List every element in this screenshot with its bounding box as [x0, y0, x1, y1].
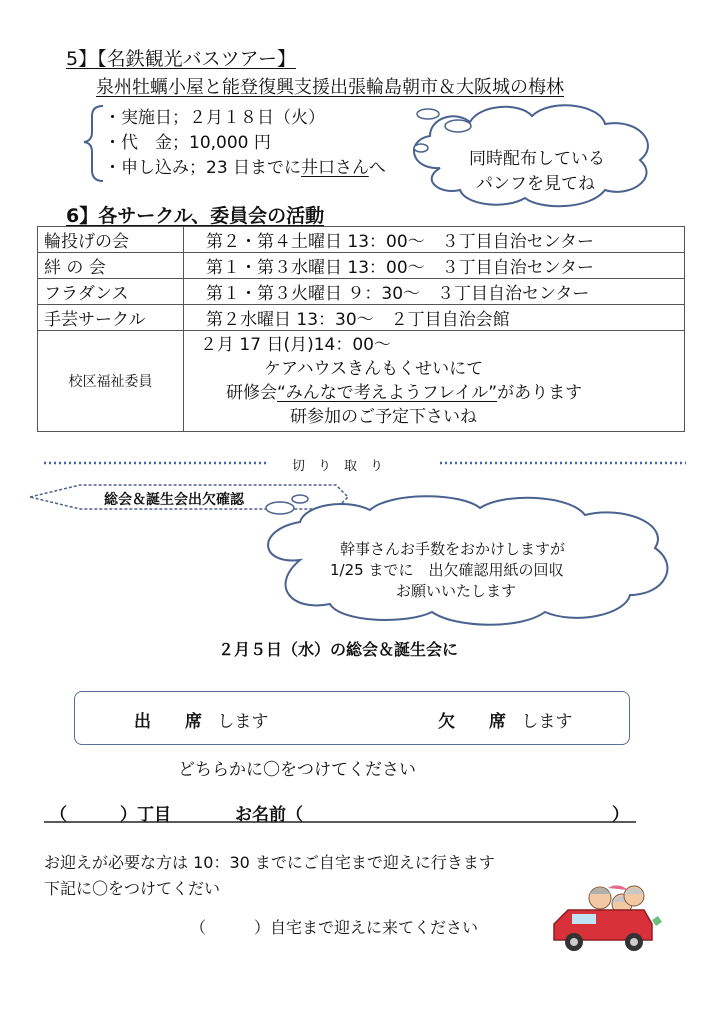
- tour-price-line: ・代 金；10,000 円: [104, 133, 271, 153]
- tour-apply-name: 井口さん: [301, 158, 369, 178]
- absent-suffix: します: [521, 712, 573, 732]
- welfare-line-1: ２月 17 日(月)14：00～: [200, 335, 391, 355]
- elderly-people-in-red-car-icon: [548, 876, 668, 952]
- circle-info: 第２・第４土曜日 13：00～ ３丁目自治センター: [184, 227, 685, 253]
- attend-label: 出 席: [134, 712, 202, 732]
- table-row: [38, 279, 685, 305]
- chome-label[interactable]: ）丁目: [120, 805, 171, 825]
- name-label[interactable]: お名前（: [235, 805, 303, 825]
- circle-name: 絆 の 会: [38, 253, 184, 279]
- tour-cloud-text-1: 同時配布している: [469, 149, 605, 169]
- absent-label: 欠 席: [438, 712, 506, 732]
- welfare-line-3-suffix: があります: [497, 383, 583, 403]
- pickup-line-1: お迎えが必要な方は 10：30 までにご自宅まで迎えに行きます: [44, 853, 495, 872]
- table-row: [38, 253, 685, 279]
- welfare-name: 校区福祉委員: [38, 331, 184, 432]
- circle-info: 第２水曜日 13：30～ ２丁目自治会館: [184, 305, 685, 331]
- welfare-line-3-prefix: 研修会: [226, 383, 277, 403]
- tour-subtitle: 泉州牡蠣小屋と能登復興支援出張輪島朝市＆大阪城の梅林: [96, 77, 564, 98]
- rsvp-tag: 総会＆誕生会出欠確認: [104, 492, 244, 508]
- tour-heading: 5】【名鉄観光バスツアー】: [66, 48, 297, 70]
- circle-name: 手芸サークル: [38, 305, 184, 331]
- welfare-line-3: [190, 381, 678, 405]
- welfare-line-2: ケアハウスきんもくせいにて: [264, 359, 484, 379]
- attend-option[interactable]: [134, 707, 268, 732]
- attend-suffix: します: [217, 712, 269, 732]
- event-line: ２月５日（水）の総会＆誕生会に: [218, 640, 459, 659]
- rsvp-cloud-text-2: 1/25 までに 出欠確認用紙の回収: [330, 561, 564, 579]
- rsvp-cloud-text-1: 幹事さんお手数をおかけしますが: [340, 540, 566, 558]
- circle-name: 輪投げの会: [38, 227, 184, 253]
- circle-name: フラダンス: [38, 279, 184, 305]
- tour-apply-prefix: ・申し込み；23 日までに: [104, 158, 302, 178]
- circles-heading: 6】各サークル、委員会の活動: [66, 205, 325, 227]
- table-row: [38, 331, 685, 432]
- chome-open: （: [50, 805, 67, 825]
- pickup-option[interactable]: （ ）自宅まで迎えに来てください: [190, 918, 479, 937]
- pickup-line-2: 下記に〇をつけてくだい: [44, 879, 221, 898]
- tour-apply-suffix: へ: [368, 158, 386, 178]
- table-row: [38, 305, 685, 331]
- tour-apply-line: [104, 153, 386, 178]
- welfare-info: [184, 331, 685, 432]
- name-close: ）: [612, 805, 629, 825]
- instruction-line: どちらかに〇をつけてください: [178, 760, 416, 780]
- welfare-line-4: 研参加のご予定下さいね: [290, 407, 477, 427]
- tour-cloud-text-2: パンフを見てね: [476, 174, 595, 194]
- circle-info: 第１・第３火曜日 ９：30～ ３丁目自治センター: [184, 279, 685, 305]
- welfare-line-3-title: “みんなで考えようフレイル”: [277, 383, 498, 403]
- circle-table: [37, 226, 685, 432]
- table-row: [38, 227, 685, 253]
- rsvp-cloud-text-3: お願いいたします: [396, 582, 517, 600]
- circle-info: 第１・第３水曜日 13：00～ ３丁目自治センター: [184, 253, 685, 279]
- curly-brace-icon: [84, 106, 103, 181]
- absent-option[interactable]: [438, 707, 572, 732]
- tour-date-line: ・実施日；２月１８日（火）: [104, 108, 325, 128]
- cut-label: 切 り 取 り: [292, 459, 384, 474]
